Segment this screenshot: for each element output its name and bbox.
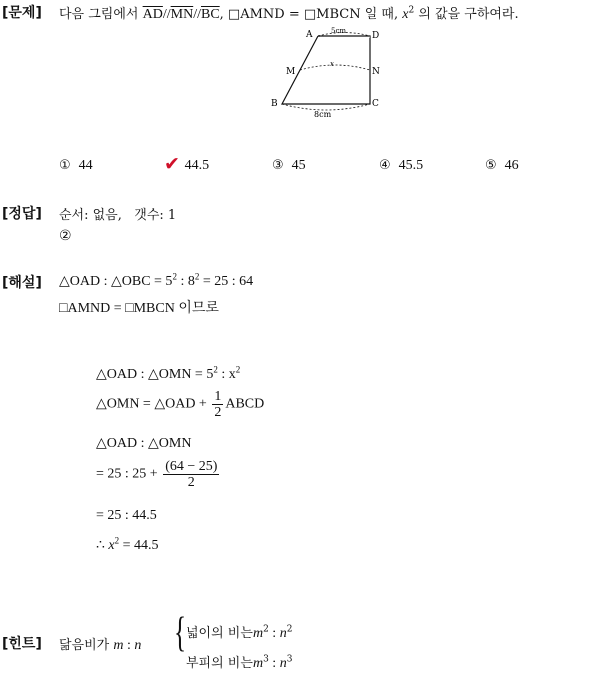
hint-volume-ratio: 부피의 비는$m^3$ : $n^3$ [186, 654, 293, 671]
choice-number: ④ [379, 158, 391, 173]
label-d: D [372, 31, 380, 41]
choice-number: ⑤ [485, 158, 497, 173]
segment-mn: $\overline{MN}$ [170, 7, 194, 22]
choice-1[interactable] [59, 158, 93, 174]
hint-area-ratio: 넓이의 비는$m^2$ : $n^2$ [186, 624, 293, 641]
equation-3: △OAD : △OMN [96, 436, 192, 451]
label-b: B [271, 99, 278, 109]
segment-bc: $\overline{BC}$ [200, 7, 220, 22]
choice-5[interactable] [485, 158, 519, 174]
hint-tag: [힌트] [2, 636, 42, 652]
choice-number: ① [59, 158, 71, 173]
choice-2[interactable] [164, 153, 210, 175]
length-bottom: 8cm [314, 110, 332, 119]
solution-line-2: □AMND = □MBCN 이므로 [59, 301, 219, 316]
exponent: 2 [408, 5, 415, 16]
answer-tag: [정답] [2, 206, 42, 222]
choice-value: 45 [291, 158, 306, 173]
solution-line-1: △OAD : △OBC = $5^2$ : $8^2 = 25$ : 64 [59, 271, 254, 289]
length-top: 5cm [331, 27, 347, 35]
length-mid: x [330, 60, 334, 68]
choice-value: 46 [504, 158, 519, 173]
answer-meta: 순서: 없음, 갯수: 1 [59, 208, 177, 223]
segment-ad: $\overline{AD}$ [142, 7, 163, 22]
parallel-sep: // [162, 7, 171, 22]
problem-text [59, 3, 519, 23]
problem-text-mid: , □AMND = □MBCN 일 때, [219, 7, 403, 22]
problem-tag: [문제] [2, 5, 42, 21]
equation-2: △OMN = △OAD + $\frac{1}{2}$ ABCD [96, 389, 265, 420]
brace-icon: { [174, 610, 187, 656]
fraction-half: $\frac{1}{2}$ [214, 389, 222, 420]
choice-value: 44.5 [184, 158, 210, 173]
answer-value: ② [59, 228, 72, 244]
choice-number [164, 153, 180, 175]
var-x: x [402, 7, 409, 22]
problem-text-post: 의 값을 구하여라. [414, 7, 519, 22]
check-mark-icon: ✔ [164, 153, 180, 175]
choice-value: 44 [78, 158, 93, 173]
choice-value: 45.5 [398, 158, 424, 173]
parallel-sep: // [193, 7, 201, 22]
choice-number: ③ [272, 158, 284, 173]
solution-tag: [해설] [2, 275, 42, 291]
trapezoid-figure [268, 26, 388, 124]
equation-5: = 25 : 44.5 [96, 508, 157, 523]
choice-3[interactable] [272, 158, 306, 174]
fraction-diff: $\frac{(64 - 25)}{2}$ [165, 459, 218, 490]
equation-6: ∴ $x^2 = 44.5$ [96, 535, 159, 553]
label-m: M [286, 67, 296, 77]
equation-1: △OAD : △OMN = $5^2$ : $x^2$ [96, 364, 241, 382]
choice-4[interactable] [379, 158, 423, 174]
problem-text-pre: 다음 그림에서 [59, 7, 143, 22]
label-n: N [372, 67, 380, 77]
hint-intro: 닮음비가 m : n [59, 638, 142, 653]
equation-4: = 25 : 25 + $\frac{(64 - 25)}{2}$ [96, 459, 218, 490]
label-c: C [372, 99, 379, 109]
label-a: A [306, 30, 313, 40]
mid-segment-mn [300, 65, 370, 70]
